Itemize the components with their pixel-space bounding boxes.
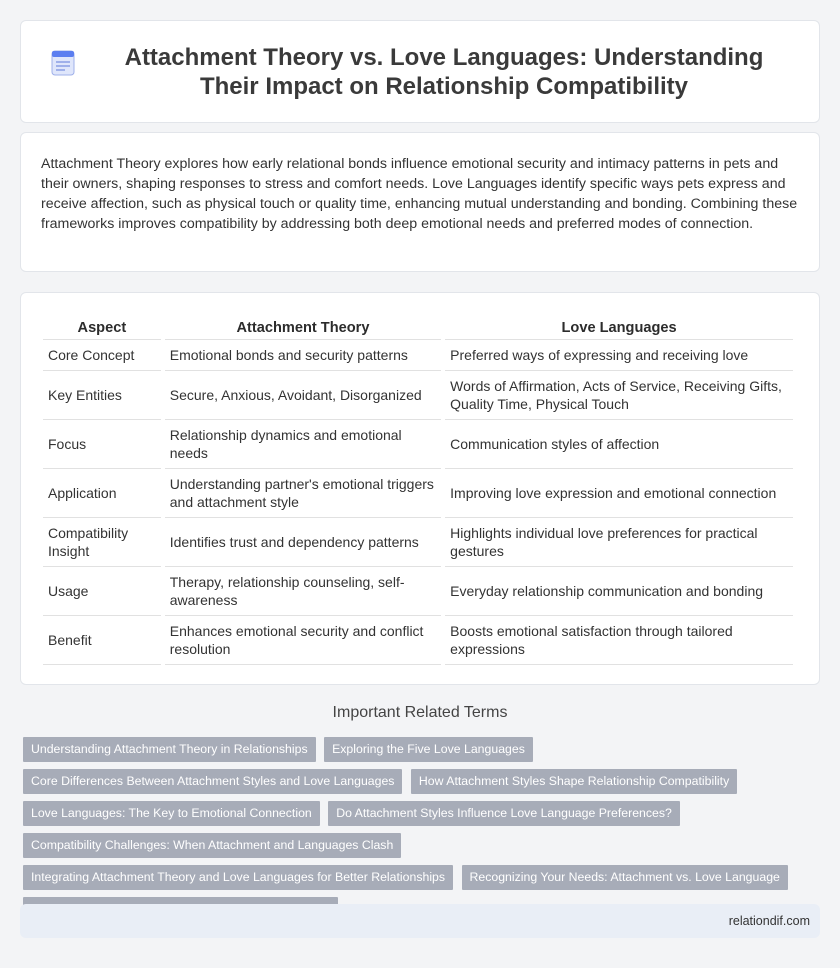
aspect-cell: Key Entities — [43, 371, 161, 420]
table-row — [43, 420, 793, 469]
column-header: Attachment Theory — [165, 317, 441, 340]
related-term-tag[interactable]: Love Languages: The Key to Emotional Connection — [23, 801, 320, 826]
comparison-table-card — [20, 292, 820, 685]
related-terms-heading: Important Related Terms — [332, 704, 508, 721]
related-term-tag[interactable]: Integrating Attachment Theory and Love Languages for Better Relationships — [23, 865, 453, 890]
footer — [20, 904, 820, 938]
attachment-cell: Therapy, relationship counseling, self-awareness — [165, 567, 441, 616]
attachment-cell: Relationship dynamics and emotional needs — [165, 420, 441, 469]
love-languages-cell: Words of Affirmation, Acts of Service, Receiving Gifts, Quality Time, Physical Touch — [445, 371, 793, 420]
page-title: Attachment Theory vs. Love Languages: Understanding Their Impact on Relationship Compatibility — [124, 43, 764, 100]
title-card — [20, 20, 820, 123]
love-languages-cell: Improving love expression and emotional connection — [445, 469, 793, 518]
aspect-cell: Benefit — [43, 616, 161, 665]
table-row — [43, 567, 793, 616]
document-icon — [51, 49, 77, 77]
table-row — [43, 371, 793, 420]
related-term-tag[interactable]: Do Attachment Styles Influence Love Language Preferences? — [328, 801, 680, 826]
love-languages-cell: Everyday relationship communication and bonding — [445, 567, 793, 616]
table-row — [43, 518, 793, 567]
table-row — [43, 616, 793, 665]
love-languages-cell: Communication styles of affection — [445, 420, 793, 469]
aspect-cell: Application — [43, 469, 161, 518]
love-languages-cell: Boosts emotional satisfaction through tailored expressions — [445, 616, 793, 665]
love-languages-cell: Preferred ways of expressing and receiving love — [445, 340, 793, 371]
related-term-tag[interactable]: How Attachment Styles Shape Relationship Compatibility — [411, 769, 737, 794]
table-row — [43, 340, 793, 371]
aspect-cell: Core Concept — [43, 340, 161, 371]
table-row — [43, 469, 793, 518]
intro-paragraph: Attachment Theory explores how early relational bonds influence emotional security and intimacy patterns in pets and their owners, shaping responses to stress and comfort needs. Love Languages identify specific ways pets express and receive affection, such as physical touch or quality time, enhancing mutual understanding and bonding. Combining these frameworks improves compatibility by addressing both deep emotional needs and preferred modes of connection. — [41, 156, 798, 232]
table-header-row — [43, 317, 793, 340]
related-term-tag[interactable]: Core Differences Between Attachment Styles and Love Languages — [23, 769, 402, 794]
related-term-tag[interactable]: Understanding Attachment Theory in Relationships — [23, 737, 316, 762]
related-term-tag[interactable]: Compatibility Challenges: When Attachment and Languages Clash — [23, 833, 401, 858]
attachment-cell: Identifies trust and dependency patterns — [165, 518, 441, 567]
column-header: Aspect — [43, 317, 161, 340]
aspect-cell: Focus — [43, 420, 161, 469]
attachment-cell: Emotional bonds and security patterns — [165, 340, 441, 371]
related-term-tag[interactable]: Recognizing Your Needs: Attachment vs. Love Language — [462, 865, 788, 890]
aspect-cell: Compatibility Insight — [43, 518, 161, 567]
love-languages-cell: Highlights individual love preferences for practical gestures — [445, 518, 793, 567]
related-term-tag[interactable]: Exploring the Five Love Languages — [324, 737, 533, 762]
site-name[interactable]: relationdif.com — [728, 914, 810, 928]
comparison-table — [39, 317, 797, 665]
column-header: Love Languages — [445, 317, 793, 340]
attachment-cell: Understanding partner's emotional triggers and attachment style — [165, 469, 441, 518]
attachment-cell: Enhances emotional security and conflict resolution — [165, 616, 441, 665]
attachment-cell: Secure, Anxious, Avoidant, Disorganized — [165, 371, 441, 420]
intro-card — [20, 132, 820, 272]
aspect-cell: Usage — [43, 567, 161, 616]
related-terms-list — [23, 737, 823, 929]
